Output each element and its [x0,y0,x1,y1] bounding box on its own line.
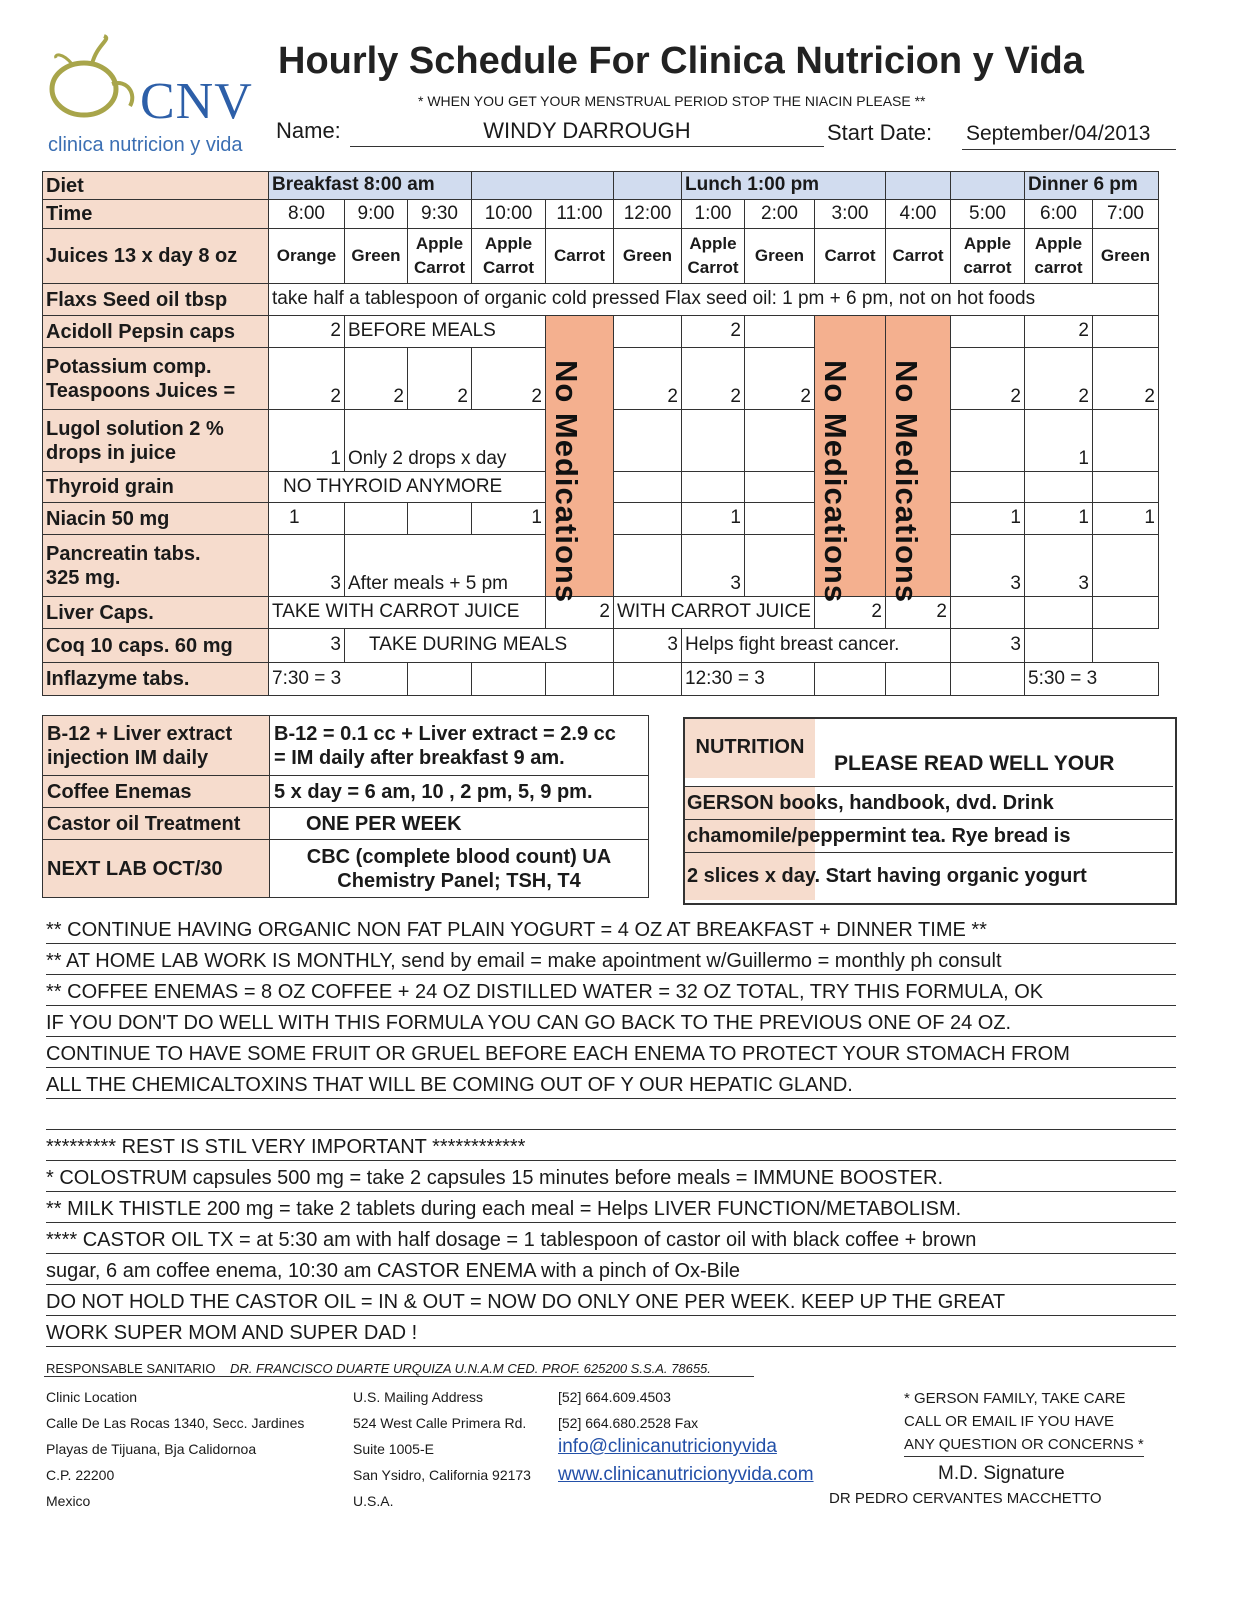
potassium-dose: 2 [745,348,815,410]
juice-cell: Green [345,229,408,284]
coq-note-2: Helps fight breast cancer. [682,629,951,663]
start-date-underline [962,149,1176,150]
time-cell: 9:00 [345,200,408,229]
lugol-note: Only 2 drops x day [345,410,546,472]
juice-cell: Apple Carrot [682,229,745,284]
start-date-label: Start Date: [827,120,933,145]
potassium-dose: 2 [472,348,546,410]
note-line: sugar, 6 am coffee enema, 10:30 am CASTOR ENEMA with a pinch of Ox-Bile [46,1253,1176,1285]
potassium-dose: 2 [614,348,682,410]
lunch-header: Lunch 1:00 pm [682,172,886,200]
website-link[interactable]: www.clinicanutricionyvida.com [558,1464,814,1485]
note-line: ** CONTINUE HAVING ORGANIC NON FAT PLAIN YOGURT = 4 OZ AT BREAKFAST + DINNER TIME ** [46,912,1176,944]
pancreatin-label: Pancreatin tabs. 325 mg. [43,535,269,597]
niacin-label: Niacin 50 mg [43,503,269,535]
no-medications-label: No Medications [549,360,584,604]
time-cell: 4:00 [886,200,951,229]
potassium-dose: 2 [951,348,1025,410]
coq-dose: 3 [614,629,682,663]
footer-underline [44,1376,754,1377]
lugol-dose: 1 [269,410,345,472]
pancreatin-note: After meals + 5 pm [345,535,546,597]
name-label: Name: [276,118,341,143]
pancreatin-dose: 3 [682,535,745,597]
note-line [46,1098,1176,1130]
flax-row [43,284,1159,316]
thyroid-label: Thyroid grain [43,472,269,503]
potassium-dose: 2 [1093,348,1159,410]
acidoll-row [43,316,1159,348]
coq-row [43,629,1159,663]
time-cell: 3:00 [815,200,886,229]
coq-dose: 3 [951,629,1025,663]
mailing-address: U.S. Mailing Address 524 West Calle Primera Rd. Suite 1005-E San Ysidro, California 92173 U.S.A. [353,1389,531,1509]
liver-note: TAKE WITH CARROT JUICE [269,597,546,629]
juice-cell: Green [614,229,682,284]
liver-dose: 2 [546,597,614,629]
time-cell: 10:00 [472,200,546,229]
juices-label: Juices 13 x day 8 oz [43,229,269,284]
diet-row [43,172,1159,200]
dinner-header: Dinner 6 pm [1025,172,1159,200]
juice-cell: Carrot [815,229,886,284]
acidoll-dose: 2 [682,316,745,348]
no-medications-label: No Medications [818,360,853,604]
juice-cell: Carrot [886,229,951,284]
note-line: **** CASTOR OIL TX = at 5:30 am with half dosage = 1 tablespoon of castor oil with black coffee + brown [46,1222,1176,1254]
juice-cell: Apple Carrot [472,229,546,284]
flax-label: Flaxs Seed oil tbsp [43,284,269,316]
time-cell: 8:00 [269,200,345,229]
time-cell: 6:00 [1025,200,1093,229]
time-cell: 11:00 [546,200,614,229]
time-cell: 7:00 [1093,200,1159,229]
clinic-address: Clinic Location Calle De Las Rocas 1340, Secc. Jardines Playas de Tijuana, Bja Calidornoa C.P. 22200 Mexico [46,1389,305,1509]
time-cell: 2:00 [745,200,815,229]
time-label: Time [43,200,269,229]
responsable-label: RESPONSABLE SANITARIO [46,1361,216,1376]
nutrition-line-3: chamomile/peppermint tea. Rye bread is [685,819,1173,852]
note-line: DO NOT HOLD THE CASTOR OIL = IN & OUT = NOW DO ONLY ONE PER WEEK. KEEP UP THE GREAT [46,1284,1176,1316]
liver-dose: 2 [886,597,951,629]
note-line: ********* REST IS STIL VERY IMPORTANT ************ [46,1129,1176,1161]
care-note-3: ANY QUESTION OR CONCERNS * [904,1434,1144,1457]
coffee-enemas-value: 5 x day = 6 am, 10 , 2 pm, 5, 9 pm. [270,776,649,808]
juices-row [43,229,1159,284]
liver-row [43,597,1159,629]
nutrition-line-4: 2 slices x day. Start having organic yogurt [685,852,1173,900]
hourly-schedule-table [42,171,1159,696]
potassium-dose: 2 [408,348,472,410]
juice-cell: Carrot [546,229,614,284]
note-line: ** COFFEE ENEMAS = 8 OZ COFFEE + 24 OZ DISTILLED WATER = 32 OZ TOTAL, TRY THIS FORMULA, OK [46,974,1176,1006]
logo-subtitle: clinica nutricion y vida [48,134,243,156]
juice-cell: Green [1093,229,1159,284]
niacin-warning: * WHEN YOU GET YOUR MENSTRUAL PERIOD STOP THE NIACIN PLEASE ** [418,93,926,109]
no-medications-label: No Medications [889,360,924,604]
logo-text: CNV [140,73,253,130]
castor-oil-value: ONE PER WEEK [270,808,649,840]
email-link[interactable]: info@clinicanutricionyvida [558,1436,777,1457]
time-cell: 12:00 [614,200,682,229]
acidoll-dose: 2 [269,316,345,348]
nutrition-line-2: GERSON books, handbook, dvd. Drink [685,786,1173,819]
care-note-2: CALL OR EMAIL IF YOU HAVE [904,1413,1115,1430]
care-note-1: * GERSON FAMILY, TAKE CARE [904,1390,1126,1407]
thyroid-note: NO THYROID ANYMORE [269,472,546,503]
coq-dose: 3 [269,629,345,663]
castor-oil-label: Castor oil Treatment [43,808,270,840]
cnv-logo-icon [42,34,142,124]
juice-cell: Orange [269,229,345,284]
niacin-dose: 1 [1093,503,1159,535]
b12-value: B-12 = 0.1 cc + Liver extract = 2.9 cc = IM daily after breakfast 9 am. [270,716,649,776]
liver-note-2: WITH CARROT JUICE [614,597,815,629]
signer-name: DR PEDRO CERVANTES MACCHETTO [829,1490,1102,1507]
niacin-dose: 1 [682,503,745,535]
next-lab-label: NEXT LAB OCT/30 [43,840,270,898]
pancreatin-dose: 3 [951,535,1025,597]
note-line: WORK SUPER MOM AND SUPER DAD ! [46,1315,1176,1347]
nutrition-line-1: PLEASE READ WELL YOUR [834,752,1115,775]
niacin-dose: 1 [269,503,345,535]
coffee-enemas-label: Coffee Enemas [43,776,270,808]
pancreatin-dose: 3 [1025,535,1093,597]
juice-cell: Apple carrot [1025,229,1093,284]
time-cell: 5:00 [951,200,1025,229]
doctor-credentials: DR. FRANCISCO DUARTE URQUIZA U.N.A.M CED. PROF. 625200 S.S.A. 78655. [230,1361,711,1376]
juice-cell: Apple Carrot [408,229,472,284]
liver-label: Liver Caps. [43,597,269,629]
note-line: * COLOSTRUM capsules 500 mg = take 2 capsules 15 minutes before meals = IMMUNE BOOSTER. [46,1160,1176,1192]
time-cell: 1:00 [682,200,745,229]
note-line: ** AT HOME LAB WORK IS MONTHLY, send by email = make apointment w/Guillermo = monthly ph consult [46,943,1176,975]
fax-number: [52] 664.680.2528 Fax [558,1415,699,1431]
nutrition-label: NUTRITION [685,719,815,778]
breakfast-header: Breakfast 8:00 am [269,172,472,200]
note-line: ** MILK THISTLE 200 mg = take 2 tablets during each meal = Helps LIVER FUNCTION/METABOLISM. [46,1191,1176,1223]
niacin-dose: 1 [951,503,1025,535]
acidoll-note: BEFORE MEALS [345,316,546,348]
page-title: Hourly Schedule For Clinica Nutricion y Vida [278,40,1084,82]
inflazyme-dose: 7:30 = 3 [269,663,408,696]
niacin-dose: 1 [472,503,546,535]
liver-dose: 2 [815,597,886,629]
time-row [43,200,1159,229]
next-lab-value: CBC (complete blood count) UA Chemistry Panel; TSH, T4 [270,840,649,898]
lugol-label: Lugol solution 2 % drops in juice [43,410,269,472]
inflazyme-row [43,663,1159,696]
lugol-dose: 1 [1025,410,1093,472]
juice-cell: Green [745,229,815,284]
flax-instructions: take half a tablespoon of organic cold pressed Flax seed oil: 1 pm + 6 pm, not on hot foods [269,284,1159,316]
pancreatin-dose: 3 [269,535,345,597]
acidoll-dose: 2 [1025,316,1093,348]
potassium-dose: 2 [1025,348,1093,410]
diet-label: Diet [43,172,269,200]
potassium-dose: 2 [345,348,408,410]
niacin-dose: 1 [1025,503,1093,535]
potassium-label: Potassium comp. Teaspoons Juices = [43,348,269,410]
time-cell: 9:30 [408,200,472,229]
note-line: ALL THE CHEMICALTOXINS THAT WILL BE COMING OUT OF Y OUR HEPATIC GLAND. [46,1067,1176,1099]
signature-label: M.D. Signature [938,1463,1065,1484]
acidoll-label: Acidoll Pepsin caps [43,316,269,348]
patient-name: WINDY DARROUGH [483,118,691,143]
coq-note: TAKE DURING MEALS [345,629,614,663]
coq-label: Coq 10 caps. 60 mg [43,629,269,663]
inflazyme-label: Inflazyme tabs. [43,663,269,696]
potassium-dose: 2 [682,348,745,410]
treatment-table [42,715,649,898]
start-date-value: September/04/2013 [966,122,1151,145]
b12-label: B-12 + Liver extract injection IM daily [43,716,270,776]
note-line: IF YOU DON'T DO WELL WITH THIS FORMULA YOU CAN GO BACK TO THE PREVIOUS ONE OF 24 OZ. [46,1005,1176,1037]
juice-cell: Apple carrot [951,229,1025,284]
phone-number: [52] 664.609.4503 [558,1389,671,1405]
potassium-dose: 2 [269,348,345,410]
note-line: CONTINUE TO HAVE SOME FRUIT OR GRUEL BEFORE EACH ENEMA TO PROTECT YOUR STOMACH FROM [46,1036,1176,1068]
inflazyme-dose: 5:30 = 3 [1025,663,1159,696]
inflazyme-dose: 12:30 = 3 [682,663,815,696]
name-underline [350,146,824,147]
